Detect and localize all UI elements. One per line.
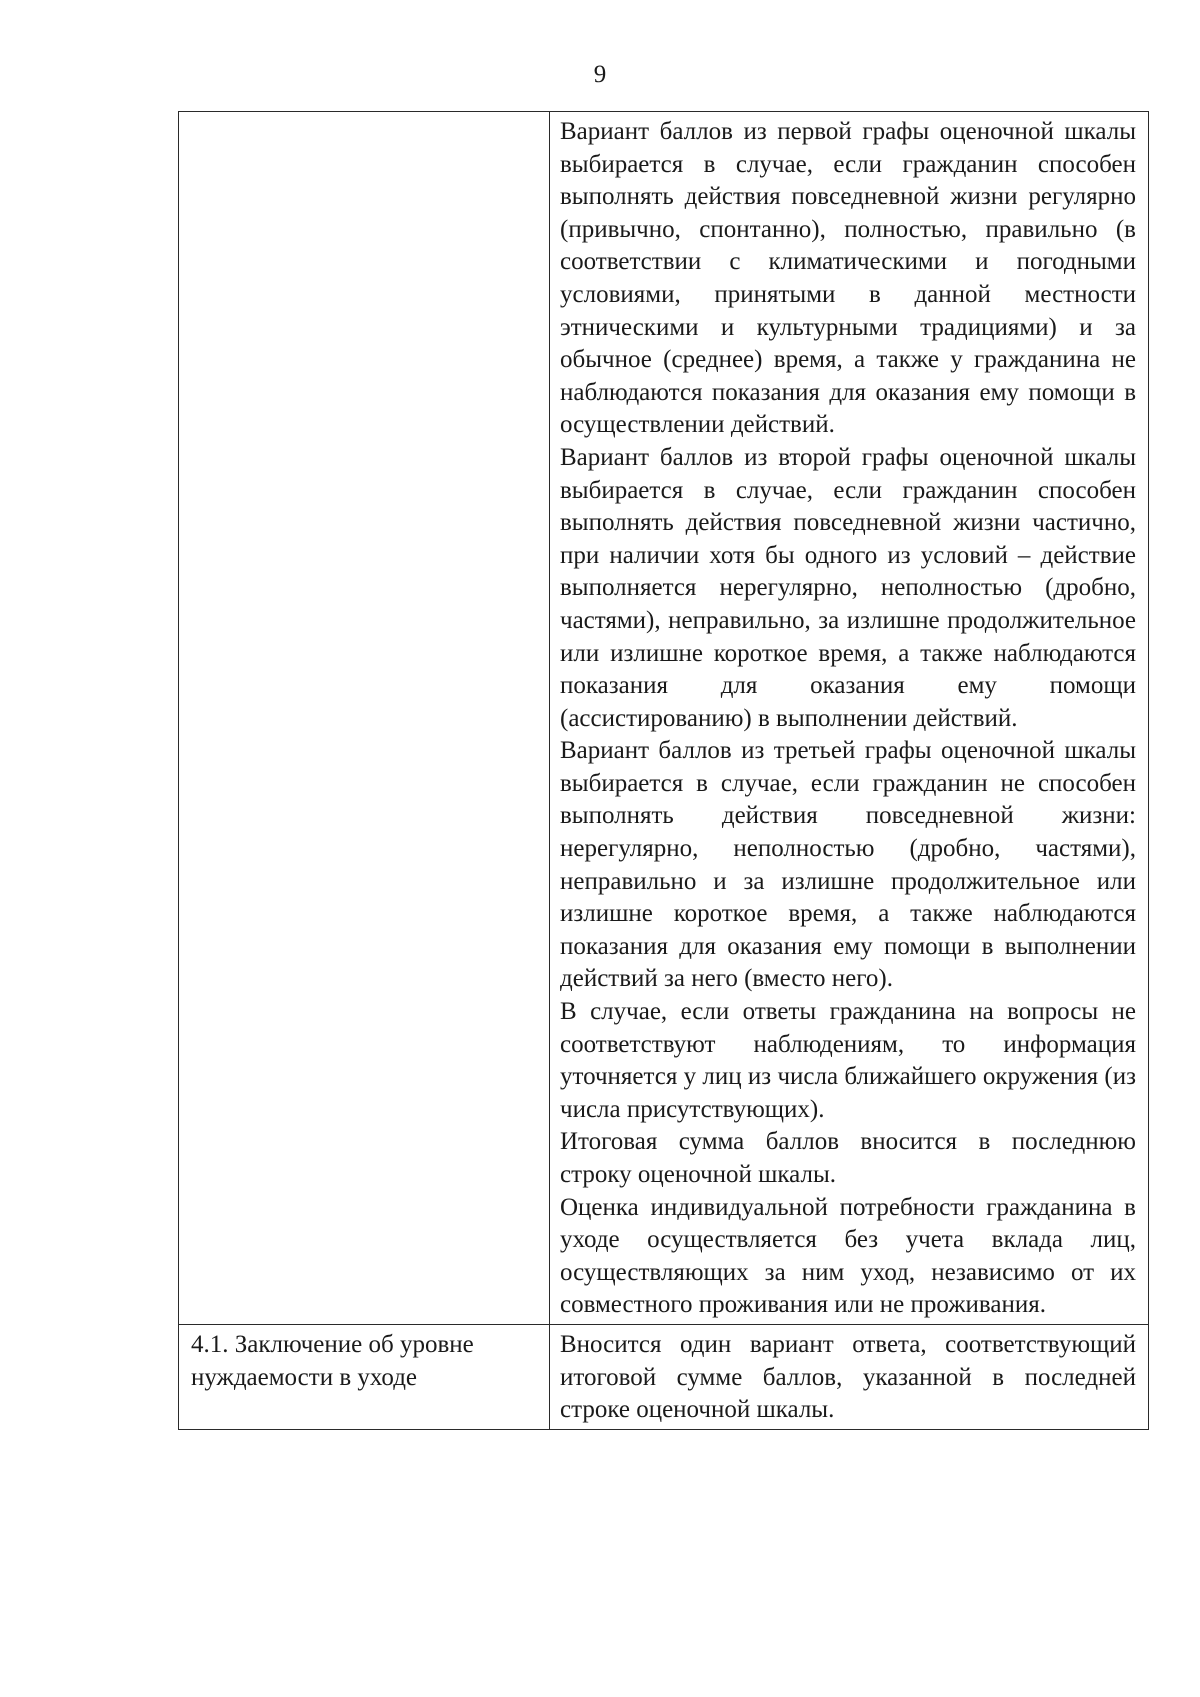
document-table: [178, 111, 1149, 1430]
page-number: 9: [593, 61, 607, 88]
table-cell-left: 4.1. Заключение об уровне нуждаемости в уходе: [179, 1324, 550, 1429]
paragraph-third-column-rule: Вариант баллов из третьей графы оценочной шкалы выбирается в случае, если гражданин не способен выполнять действия повседневной жизни: нерегулярно, неполностью (дробно, частями), неправильно и за излишне продолжительное или излишне короткое время, а также наблюдаются показания для оказания ему помощи в выполнении действий за него (вместо него).: [560, 737, 1136, 993]
table-row: [179, 1324, 1149, 1429]
table-cell-right: [550, 112, 1149, 1325]
table-cell-right: Вносится один вариант ответа, соответствующий итоговой сумме баллов, указанной в последней строке оценочной шкалы.: [550, 1324, 1149, 1429]
paragraph-total-score-rule: Итоговая сумма баллов вносится в последнюю строку оценочной шкалы.: [560, 1128, 1136, 1188]
paragraph-second-column-rule: Вариант баллов из второй графы оценочной шкалы выбирается в случае, если гражданин способен выполнять действия повседневной жизни частично, при наличии хотя бы одного из условий – действие выполняется нерегулярно, неполностью (дробно, частями), неправильно, за излишне продолжительное или излишне короткое время, а также наблюдаются показания для оказания ему помощи (ассистированию) в выполнении действий.: [560, 443, 1136, 732]
table-row: [179, 112, 1149, 1325]
paragraph-first-column-rule: Вариант баллов из первой графы оценочной шкалы выбирается в случае, если гражданин способен выполнять действия повседневной жизни регулярно (привычно, спонтанно), полностью, правильно (в соответствии с климатическими и погодными условиями, принятыми в данной местности этническими и культурными традициями) и за обычное (среднее) время, а также у гражданина не наблюдаются показания для оказания ему помощи в осуществлении действий.: [560, 118, 1136, 439]
table-cell-left: [179, 112, 550, 1325]
paragraph-assessment-rule: Оценка индивидуальной потребности гражданина в уходе осуществляется без учета вклада лиц, осуществляющих за ним уход, независимо от их совместного проживания или не проживания.: [560, 1193, 1136, 1319]
paragraph-clarification-rule: В случае, если ответы гражданина на вопросы не соответствуют наблюдениям, то информация уточняется у лиц из числа ближайшего окружения (из числа присутствующих).: [560, 998, 1136, 1123]
